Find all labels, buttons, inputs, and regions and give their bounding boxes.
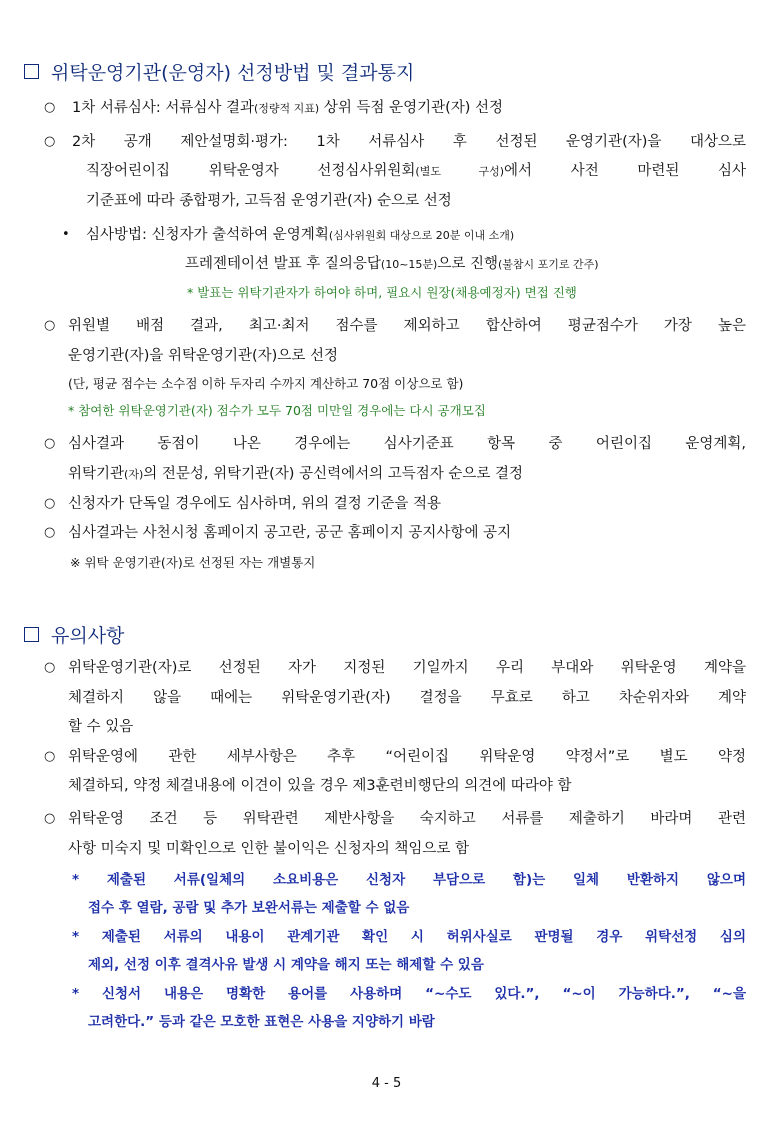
circle-bullet: ○ bbox=[44, 660, 56, 675]
green-note: * 발표는 위탁기관자가 하여야 하며, 필요시 원장(채용예정자) 면접 진행 bbox=[187, 285, 577, 300]
list-item-line: 위탁운영기관(자)로 선정된 자가 지정된 기일까지 우리 부대와 위탁운영 계약을 bbox=[68, 660, 746, 676]
blue-note-line: 고려한다.” 등과 같은 모호한 표현은 사용을 지양하기 바람 bbox=[88, 1014, 435, 1030]
circle-bullet: ○ bbox=[44, 100, 56, 115]
circle-bullet: ○ bbox=[44, 749, 56, 764]
list-item-line: 위원별 배점 결과, 최고·최저 점수를 제외하고 합산하여 평균점수가 가장 높은 bbox=[68, 318, 746, 334]
list-item-line: 체결하지 않을 때에는 위탁운영기관(자) 결정을 무효로 하고 차순위자와 계약 bbox=[68, 690, 746, 706]
circle-bullet: ○ bbox=[44, 525, 56, 540]
blue-note-line: * 신청서 내용은 명확한 용어를 사용하며 “~수도 있다.”, “~이 가능하다.”, “~을 bbox=[72, 986, 746, 1002]
reference-note: ※ 위탁 운영기관(자)로 선정된 자는 개별통지 bbox=[70, 555, 316, 570]
sub-item-line: 프레젠테이션 발표 후 질의응답(10~15분)으로 진행(불참시 포기로 간주) bbox=[185, 256, 599, 272]
blue-note-line: 제외, 선정 이후 결격사유 발생 시 계약을 해지 또는 해제할 수 있음 bbox=[88, 957, 484, 973]
section-title: 위탁운영기관(운영자) 선정방법 및 결과통지 bbox=[51, 62, 415, 84]
list-item-line: 2차 공개 제안설명회·평가: 1차 서류심사 후 선정된 운영기관(자)을 대상으로 bbox=[72, 134, 746, 150]
paren-note: (단, 평균 점수는 소수점 이하 두자리 수까지 계산하고 70점 이상으로 함) bbox=[68, 376, 464, 391]
list-item: 1차 서류심사: 서류심사 결과(정량적 지표) 상위 득점 운영기관(자) 선정 bbox=[72, 100, 504, 116]
circle-bullet: ○ bbox=[44, 811, 56, 826]
list-item-line: 기준표에 따라 종합평가, 고득점 운영기관(자) 순으로 선정 bbox=[86, 193, 452, 209]
section-title: 유의사항 bbox=[51, 625, 125, 647]
list-item-line: 체결하되, 약정 체결내용에 이견이 있을 경우 제3훈련비행단의 의견에 따라야 함 bbox=[68, 778, 572, 794]
list-item-line: 사항 미숙지 및 미확인으로 인한 불이익은 신청자의 책임으로 함 bbox=[68, 841, 470, 857]
circle-bullet: ○ bbox=[44, 496, 56, 511]
circle-bullet: ○ bbox=[44, 134, 56, 149]
list-item-line: 위탁운영 조건 등 위탁관련 제반사항을 숙지하고 서류를 제출하기 바라며 관련 bbox=[68, 811, 746, 827]
sub-item-line: 심사방법: 신청자가 출석하여 운영계획(심사위원회 대상으로 20분 이내 소개) bbox=[86, 227, 515, 243]
list-item-line: 위탁운영에 관한 세부사항은 추후 “어린이집 위탁운영 약정서”로 별도 약정 bbox=[68, 749, 746, 765]
checkbox-square-icon bbox=[24, 627, 39, 642]
list-item-line: 심사결과 동점이 나온 경우에는 심사기준표 항목 중 어린이집 운영계획, bbox=[68, 436, 746, 452]
list-item-line: 할 수 있음 bbox=[68, 719, 134, 735]
list-item: 신청자가 단독일 경우에도 심사하며, 위의 결정 기준을 적용 bbox=[68, 496, 442, 512]
list-item-line: 운영기관(자)을 위탁운영기관(자)으로 선정 bbox=[68, 348, 338, 364]
dot-bullet: • bbox=[62, 227, 70, 242]
green-note: * 참여한 위탁운영기관(자) 점수가 모두 70점 미만일 경우에는 다시 공개모집 bbox=[68, 403, 486, 418]
list-item-line: 위탁기관(자)의 전문성, 위탁기관(자) 공신력에서의 고득점자 순으로 결정 bbox=[68, 466, 523, 482]
blue-note-line: * 제출된 서류의 내용이 관계기관 확인 시 허위사실로 판명될 경우 위탁선정 심의 bbox=[72, 929, 746, 945]
blue-note-line: * 제출된 서류(일체의 소요비용은 신청자 부담으로 함)는 일체 반환하지 않으며 bbox=[72, 872, 746, 888]
section-heading-notes bbox=[24, 621, 124, 648]
circle-bullet: ○ bbox=[44, 436, 56, 451]
blue-note-line: 접수 후 열람, 공람 및 추가 보완서류는 제출할 수 없음 bbox=[88, 900, 410, 916]
list-item: 심사결과는 사천시청 홈페이지 공고란, 공군 홈페이지 공지사항에 공지 bbox=[68, 525, 512, 541]
page-number: 4 - 5 bbox=[371, 1076, 402, 1091]
checkbox-square-icon bbox=[24, 64, 39, 79]
circle-bullet: ○ bbox=[44, 318, 56, 333]
list-item-line: 직장어린이집 위탁운영자 선정심사위원회(별도 구성)에서 사전 마련된 심사 bbox=[86, 163, 747, 179]
section-heading-selection bbox=[24, 58, 414, 85]
